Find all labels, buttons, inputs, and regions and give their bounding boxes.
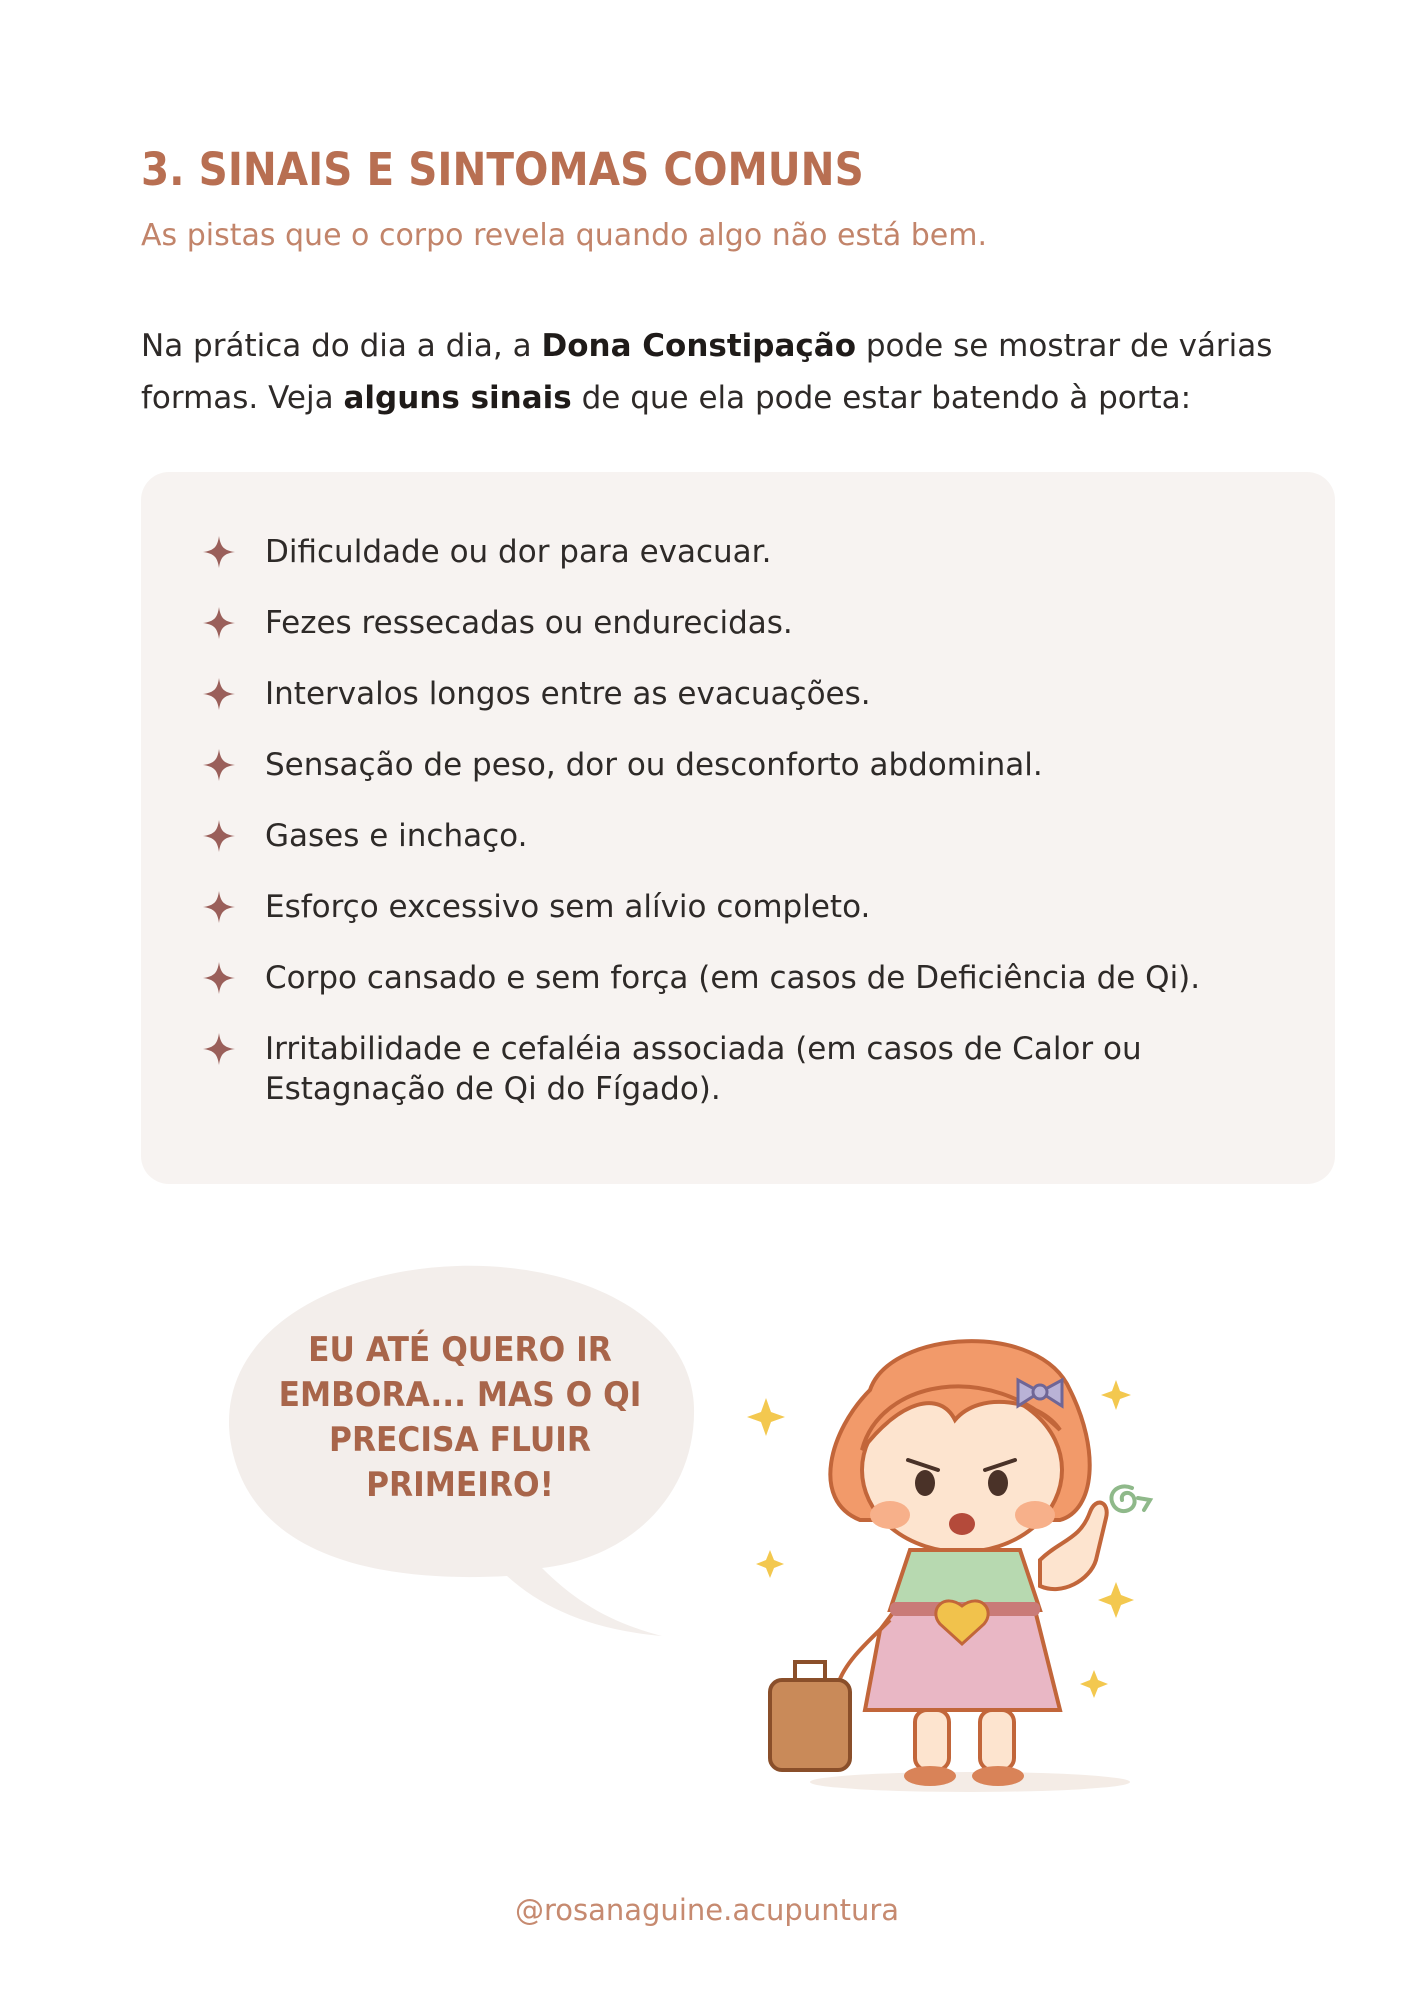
symptoms-card (141, 472, 1335, 1184)
four-point-star-icon (201, 818, 237, 854)
page-subtitle: As pistas que o corpo revela quando algo não está bem. (141, 218, 988, 253)
symptom-item (201, 816, 1301, 856)
intro-text-3: de que ela pode estar batendo à porta: (571, 380, 1192, 416)
symptom-text: Esforço excessivo sem alívio completo. (265, 889, 871, 925)
symptom-text: Sensação de peso, dor ou desconforto abdominal. (265, 747, 1043, 783)
four-point-star-icon (201, 605, 237, 641)
symptom-text: Intervalos longos entre as evacuações. (265, 676, 871, 712)
intro-text-1: Na prática do dia a dia, a (141, 328, 542, 364)
symptom-item (201, 674, 1301, 714)
four-point-star-icon (201, 676, 237, 712)
four-point-star-icon (201, 1031, 237, 1067)
symptom-item (201, 887, 1301, 927)
intro-bold-1: Dona Constipação (541, 328, 856, 364)
symptom-item (201, 603, 1301, 643)
symptom-item (201, 958, 1301, 998)
four-point-star-icon (201, 960, 237, 996)
intro-bold-2: alguns sinais (343, 380, 572, 416)
symptom-item (201, 1029, 1301, 1109)
intro-paragraph (141, 320, 1331, 424)
symptom-item (201, 745, 1301, 785)
four-point-star-icon (201, 889, 237, 925)
four-point-star-icon (201, 534, 237, 570)
symptom-text: Irritabilidade e cefaléia associada (em casos de Calor ou Estagnação de Qi do Fígado). (265, 1031, 1142, 1107)
page-title: 3. SINAIS E SINTOMAS COMUNS (141, 143, 864, 196)
footer-handle: @rosanaguine.acupuntura (514, 1893, 900, 1927)
speech-bubble-text: EU ATÉ QUERO IR EMBORA... MAS O QI PRECISA FLUIR PRIMEIRO! (278, 1330, 642, 1505)
four-point-star-icon (201, 747, 237, 783)
girl-character-illustration (740, 1320, 1180, 1800)
symptoms-list (201, 532, 1301, 1109)
symptom-item (201, 532, 1301, 572)
intro-text-2: pode se mostrar de várias formas. Veja (141, 328, 1273, 416)
symptom-text: Gases e inchaço. (265, 818, 528, 854)
symptom-text: Corpo cansado e sem força (em casos de Deficiência de Qi). (265, 960, 1201, 996)
symptom-text: Dificuldade ou dor para evacuar. (265, 534, 772, 570)
symptom-text: Fezes ressecadas ou endurecidas. (265, 605, 793, 641)
